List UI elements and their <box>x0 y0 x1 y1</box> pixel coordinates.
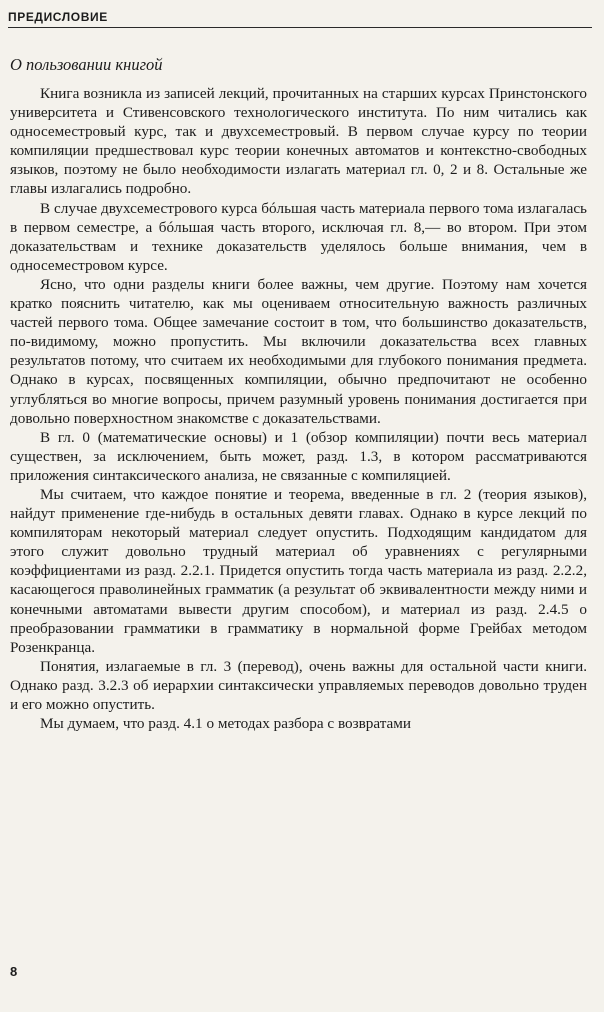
page-number: 8 <box>10 964 18 979</box>
paragraph-7: Мы думаем, что разд. 4.1 о методах разбора с возвратами <box>40 715 412 733</box>
header-rule <box>8 27 592 28</box>
paragraph-3: Ясно, что одни разделы книги более важны, чем другие. Поэтому нам хочется кратко пояснить читателю, как мы оцениваем относительную важность различных частей первого тома. Общее замечание состоит в том, что большинство доказательств, по-видимому, можно пропустить. Мы включили доказательства всех главных результатов потому, что считаем их необходимыми для глубокого понимания предмета. Однако в курсах, посвященных компиляции, обычно предпочитают не особенно углубляться во многие вопросы, причем разумный уровень понимания достигается при довольно поверхностном знакомстве с доказательствами. <box>10 275 587 427</box>
paragraph-5: Мы считаем, что каждое понятие и теорема, введенные в гл. 2 (теория языков), найдут применение где-нибудь в остальных девяти главах. Однако в курсе лекций по компиляторам некоторый материал следует опустить. Подходящим кандидатом для этого служит довольно трудный материал об уравнениях с регулярными коэффициентами из разд. 2.2.1. Придется опустить тогда часть материала из разд. 2.2.2, касающегося праволинейных грамматик (а результат об эквивалентности между ними и конечными автоматами вывести другим способом), и материал из разд. 2.4.5 о преобразовании грамматики в грамматику в нормальной форме Грейбах методом Розенкранца. <box>10 485 587 656</box>
body-text <box>10 84 587 733</box>
paragraph-6: Понятия, излагаемые в гл. 3 (перевод), очень важны для остальной части книги. Однако разд. 3.2.3 об иерархии синтаксически управляемых переводов довольно труден и его можно опустить. <box>10 657 587 713</box>
paragraph-1: Книга возникла из записей лекций, прочитанных на старших курсах Принстонского университета и Стивенсовского технологического института. По ним читались как односеместровый курс, так и двухсеместровый. В первом случае курсу по теории компиляции предшествовал курс теории конечных автоматов и контекстно-свободных языков, поэтому не было необходимости излагать материал гл. 0, 2 и 8. Остальные же главы излагались подробно. <box>10 85 587 198</box>
section-title: О пользовании книгой <box>10 55 163 74</box>
paragraph-4: В гл. 0 (математические основы) и 1 (обзор компиляции) почти весь материал существен, за исключением, быть может, разд. 1.3, в котором рассматриваются приложения синтаксического анализа, не связанные с компиляцией. <box>10 428 587 484</box>
paragraph-2: В случае двухсеместрового курса бóльшая часть материала первого тома излагалась в первом семестре, а бóльшая часть второго, исключая гл. 8,— во втором. При этом доказательствам и технике доказательств уделялось больше внимания, чем в односеместровом курсе. <box>10 199 587 274</box>
running-head: ПРЕДИСЛОВИЕ <box>8 10 108 24</box>
